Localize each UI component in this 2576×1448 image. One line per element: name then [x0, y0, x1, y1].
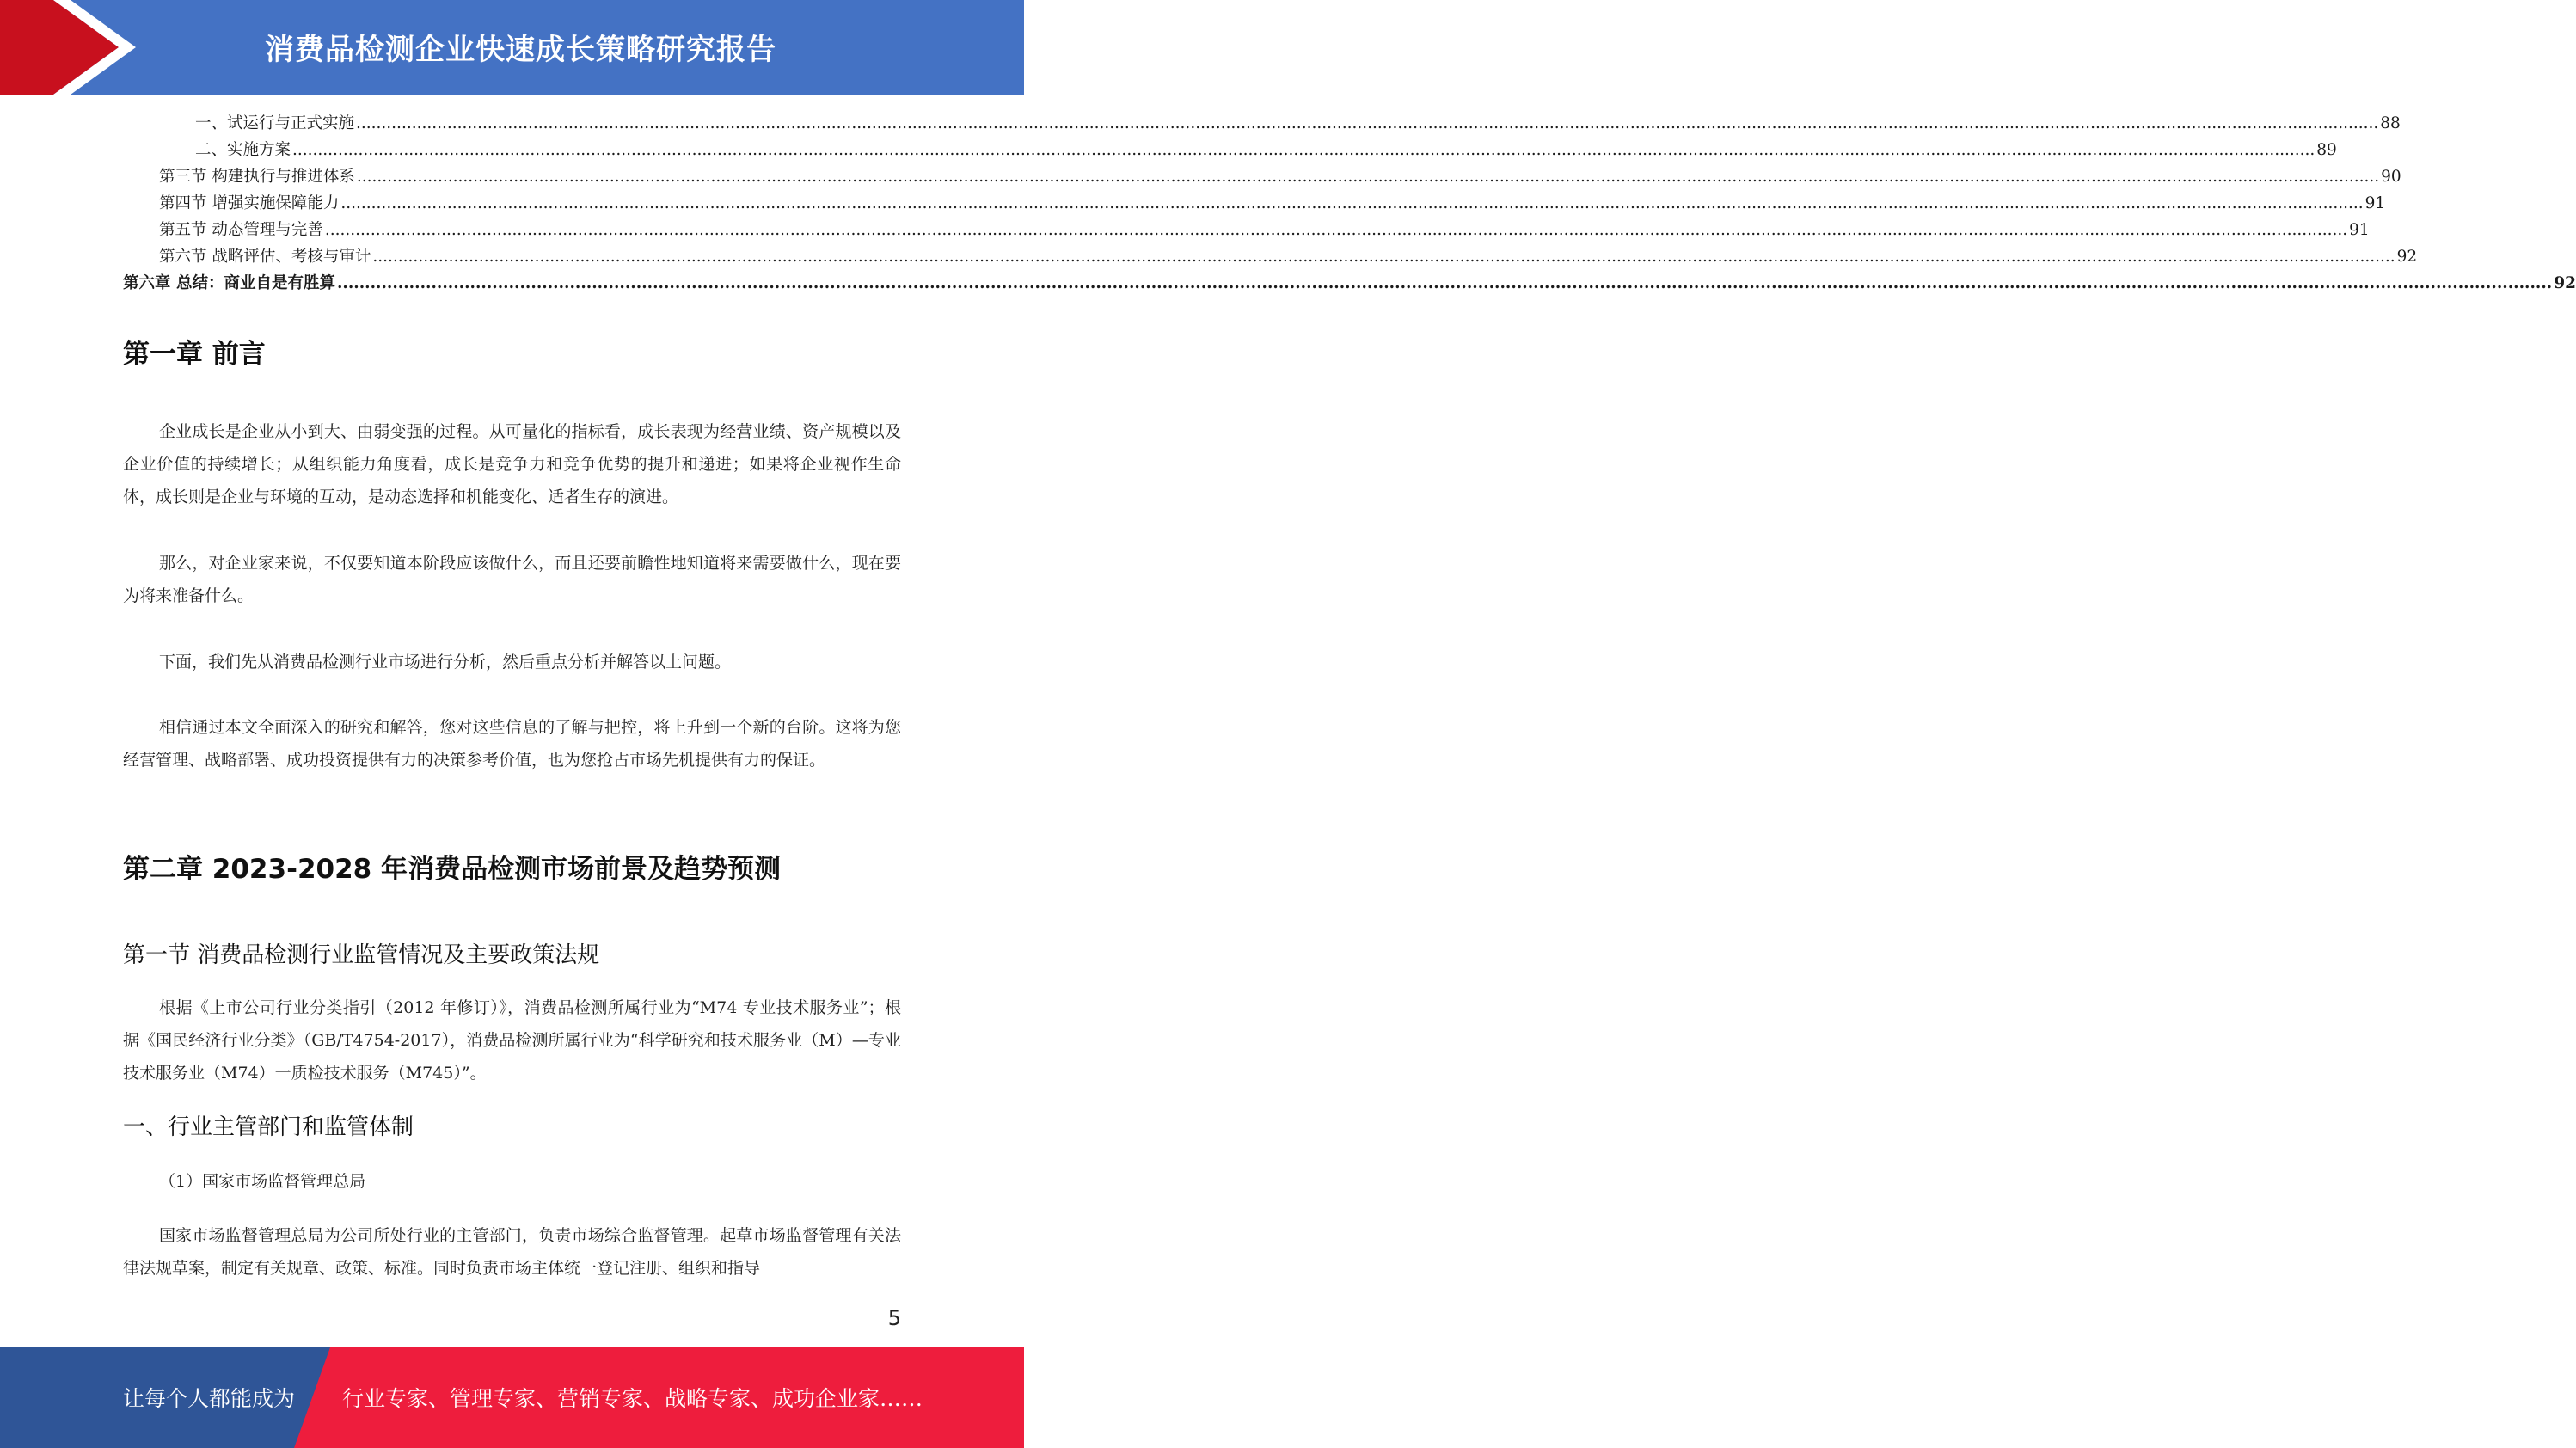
- toc-entry-page: 91: [2349, 221, 2370, 239]
- toc-entry[interactable]: [123, 190, 2386, 217]
- toc-entry-page: 90: [2381, 168, 2401, 186]
- toc-entry-title: 第三节 构建执行与推进体系: [159, 168, 355, 186]
- page-footer: [0, 1347, 1024, 1448]
- toc-entry-page: 88: [2380, 114, 2401, 132]
- toc-entry-page: 89: [2316, 141, 2337, 159]
- regulator-item-1-paragraph: 国家市场监督管理总局为公司所处行业的主管部门，负责市场综合监督管理。起草市场监督管理有关法律法规草案，制定有关规章、政策、标准。同时负责市场主体统一登记注册、组织和指导: [123, 1226, 901, 1278]
- toc-entry[interactable]: [123, 217, 2370, 243]
- toc-entry[interactable]: [123, 270, 2576, 297]
- subsection-1-title: 一、行业主管部门和监管体制: [123, 1114, 414, 1140]
- table-of-contents: [123, 110, 2576, 297]
- toc-entry-title: 第四节 增强实施保障能力: [159, 194, 340, 212]
- toc-entry[interactable]: [123, 110, 2401, 137]
- toc-entry[interactable]: [123, 243, 2418, 270]
- toc-dot-leader: ................................................................................................................................................................................................................................................................................................................................................................................................................: [372, 248, 2395, 266]
- intro-paragraph-2: 那么，对企业家来说，不仅要知道本阶段应该做什么，而且还要前瞻性地知道将来需要做什么，现在要为将来准备什么。: [123, 554, 901, 605]
- toc-dot-leader: ................................................................................................................................................................................................................................................................................................................................................................................................................: [340, 194, 2364, 212]
- intro-paragraph-1: 企业成长是企业从小到大、由弱变强的过程。从可量化的指标看，成长表现为经营业绩、资产规模以及企业价值的持续增长；从组织能力角度看，成长是竞争力和竞争优势的提升和递进；如果将企业视作生命体，成长则是企业与环境的互动，是动态选择和机能变化、适者生存的演进。: [123, 422, 901, 506]
- toc-dot-leader: ................................................................................................................................................................................................................................................................................................................................................................................................................: [356, 168, 2380, 186]
- toc-entry-title: 第六节 战略评估、考核与审计: [159, 248, 371, 266]
- footer-slogan-left: 让每个人都能成为: [123, 1386, 296, 1411]
- toc-entry-title: 第六章 总结：商业自是有胜算: [123, 274, 335, 292]
- section-1-title: 第一节 消费品检测行业监管情况及主要政策法规: [123, 942, 600, 968]
- toc-dot-leader: ................................................................................................................................................................................................................................................................................................................................................................................................................: [292, 141, 2315, 159]
- page-header: [0, 0, 1024, 95]
- report-title: 消费品检测企业快速成长策略研究报告: [265, 33, 776, 67]
- intro-paragraph-4: 相信通过本文全面深入的研究和解答，您对这些信息的了解与把控，将上升到一个新的台阶。这将为您经营管理、战略部署、成功投资提供有力的决策参考价值，也为您抢占市场先机提供有力的保证。: [123, 718, 901, 770]
- toc-entry-title: 二、实施方案: [195, 141, 291, 159]
- toc-entry-page: 91: [2364, 194, 2386, 212]
- toc-dot-leader: ................................................................................................................................................................................................................................................................................................................................................................................................................: [336, 274, 2553, 292]
- footer-slogan-right: 行业专家、管理专家、营销专家、战略专家、成功企业家……: [342, 1386, 923, 1411]
- toc-entry-page: 92: [2396, 248, 2418, 266]
- toc-entry-title: 一、试运行与正式实施: [195, 114, 355, 132]
- toc-entry[interactable]: [123, 163, 2401, 190]
- page-number: 5: [887, 1306, 901, 1330]
- chapter-1-title: 第一章 前言: [123, 339, 266, 370]
- toc-dot-leader: ................................................................................................................................................................................................................................................................................................................................................................................................................: [356, 114, 2379, 132]
- toc-entry-title: 第五节 动态管理与完善: [159, 221, 323, 239]
- toc-entry[interactable]: [123, 137, 2337, 163]
- toc-dot-leader: ................................................................................................................................................................................................................................................................................................................................................................................................................: [324, 221, 2348, 239]
- chapter-2-title: 第二章 2023-2028 年消费品检测市场前景及趋势预测: [123, 854, 782, 885]
- intro-paragraph-3: 下面，我们先从消费品检测行业市场进行分析，然后重点分析并解答以上问题。: [159, 653, 732, 672]
- toc-entry-page: 92: [2554, 274, 2576, 292]
- regulator-item-1: （1）国家市场监督管理总局: [159, 1172, 366, 1191]
- section-1-paragraph: 根据《上市公司行业分类指引（2012 年修订）》，消费品检测所属行业为“M74 专业技术服务业”；根据《国民经济行业分类》（GB/T4754-2017），消费品检测所属行业为“科学研究和技术服务业（M）—专业技术服务业（M74）一质检技术服务（M745）”。: [123, 998, 901, 1083]
